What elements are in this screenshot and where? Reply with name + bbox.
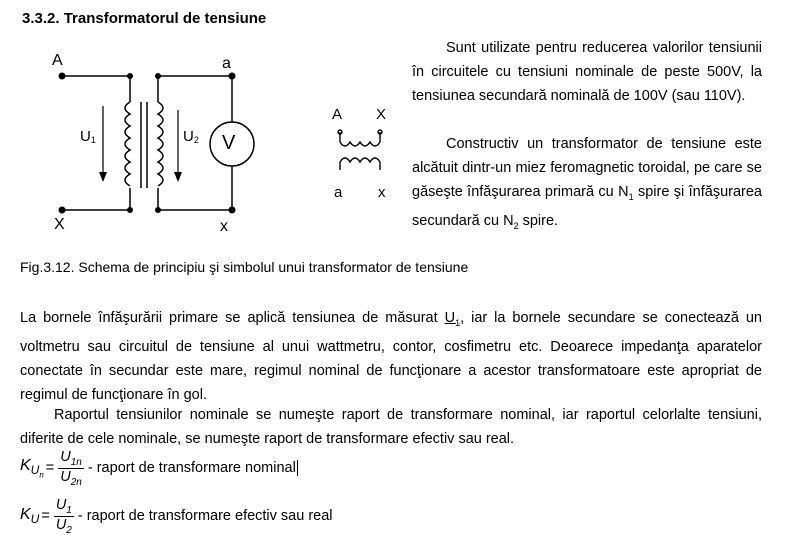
text-cursor [297, 460, 298, 476]
right-paragraph-1: Sunt utilizate pentru reducerea valorilor tensiunii în circuitele cu tensiuni nominale de peste 500V, la tensiunea secundară nominală de 100V (sau 110V). [412, 40, 762, 104]
right-paragraph-2 [412, 132, 762, 238]
node-primary-bottom [127, 207, 133, 213]
voltmeter-label: V [222, 132, 236, 154]
u2-letter: U [183, 128, 194, 145]
right-p2-sub2: 2 [513, 220, 519, 231]
body-paragraph-1 [20, 306, 762, 407]
transformer-schematic [0, 40, 330, 270]
formula1-den-sub: 2n [70, 476, 82, 488]
terminal-X [59, 207, 66, 214]
u2-arrow [174, 172, 182, 182]
label-secondary-a: a [222, 55, 231, 72]
formula2-num-letter: U [55, 497, 67, 513]
formula1-text: - raport de transformare nominal [87, 460, 296, 477]
node-primary-top [127, 73, 133, 79]
formula-nominal [20, 449, 298, 488]
right-p2-part-a: Constructiv un transformator de tensiune este alcătuit dintr-un miez feromagnetic toroidal, pe care se găseşte înfăşurarea primară cu N [412, 136, 762, 200]
formula2-den-letter: U [55, 516, 67, 533]
transformer-symbol [328, 128, 388, 188]
formula2-k-sub: U [30, 512, 40, 527]
symbol-a: a [334, 184, 343, 201]
terminal-a [229, 73, 236, 80]
u1-arrow [99, 172, 107, 182]
formula2-num-sub: 1 [66, 504, 72, 516]
body-p1-u-letter: U [444, 310, 456, 326]
formula1-denominator [60, 469, 82, 488]
u2-sub: 2 [193, 135, 199, 145]
right-p2-part-c: spire. [518, 212, 559, 229]
right-p2-sub1: 1 [628, 191, 634, 202]
body-p1-part-a: La bornele înfăşurării primare se aplică tensiunea de măsurat [20, 310, 445, 326]
formula2-k [20, 506, 39, 526]
secondary-coil [158, 102, 163, 186]
formula1-k-subsub: n [39, 470, 44, 480]
section-heading: 3.3.2. Transformatorul de tensiune [22, 10, 267, 27]
formula1-k-sub [30, 463, 44, 480]
formula1-eq: = [45, 460, 55, 477]
symbol-A: A [332, 106, 343, 123]
formula1-num-sub: 1n [70, 456, 82, 468]
body-p1-part-b: , iar la bornele secundare se conectează un voltmetru sau circuitul de tensiune al unui wattmetru, contor, cosfimetru etc. Deoarece impedanţa aparatelor conectate în secundar este mare, regimul nominal de funcţionare a acestor transformatoare este apropriat de regimul de funcţionare în gol. [20, 310, 762, 403]
body-p1-u-sub: 1 [455, 317, 461, 328]
formula1-k [20, 457, 44, 480]
body-p1-u [445, 310, 461, 326]
primary-coil [125, 102, 130, 186]
label-u2 [183, 128, 199, 145]
formula1-k-sub-letter: U [30, 463, 40, 478]
node-secondary-bottom [155, 207, 161, 213]
u1-sub: 1 [90, 135, 96, 145]
formula1-numerator [58, 449, 84, 469]
formula2-denominator [56, 517, 72, 536]
symbol-x: x [378, 184, 386, 201]
terminal-x [229, 207, 236, 214]
label-primary-X: X [54, 216, 65, 233]
formula2-fraction [54, 497, 74, 536]
terminal-A [59, 73, 66, 80]
formula-real [20, 497, 333, 536]
formula2-text: - raport de transformare efectiv sau real [77, 508, 333, 525]
right-p2-part-b: spire şi înfăşurarea secundară cu N [412, 184, 762, 229]
figure-caption: Fig.3.12. Schema de principiu şi simbolul unui transformator de tensiune [20, 259, 469, 275]
formula1-k-letter: K [20, 457, 31, 475]
label-secondary-x: x [220, 218, 228, 235]
formula1-den-letter: U [60, 468, 71, 485]
u1-letter: U [80, 128, 91, 145]
formula2-numerator [54, 497, 74, 517]
label-u1 [80, 128, 96, 145]
label-primary-A: A [52, 52, 63, 69]
body-paragraph-2: Raportul tensiunilor nominale se numeşte raport de transformare nominal, iar raportul celorlalte tensiuni, diferite de cele nominale, se numeşte raport de transformare efectiv sau real. [20, 407, 762, 447]
formula2-eq: = [41, 508, 50, 525]
symbol-X: X [376, 106, 387, 123]
formula2-k-letter: K [20, 506, 31, 524]
formula1-fraction [58, 449, 84, 488]
formula1-num-letter: U [60, 449, 71, 465]
formula2-den-sub: 2 [66, 524, 72, 536]
node-secondary-top [155, 73, 161, 79]
